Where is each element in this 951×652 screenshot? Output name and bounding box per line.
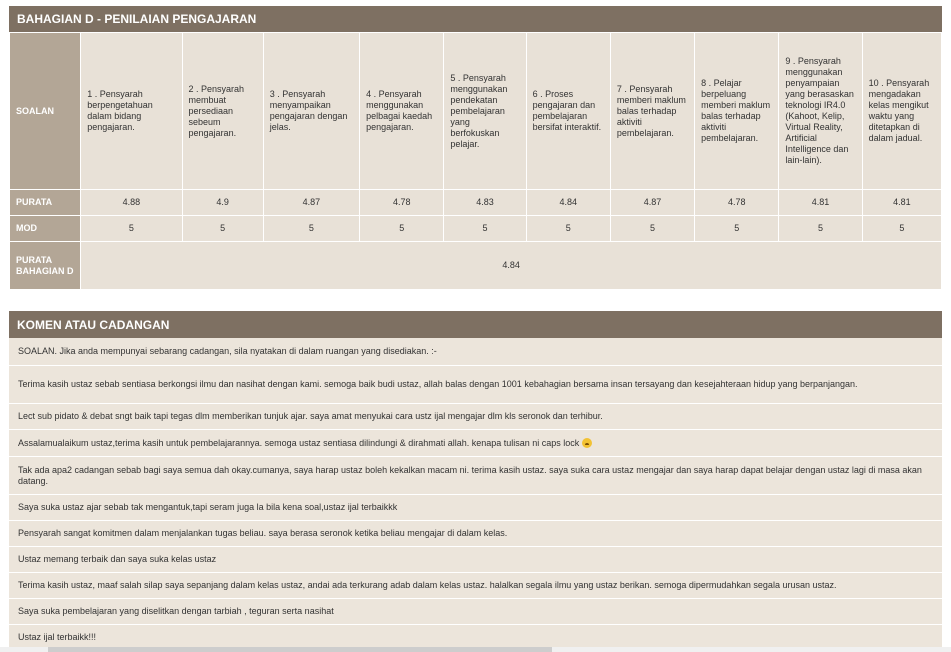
mod-value: 5 [81,216,182,242]
question-text: 2 . Pensyarah membuat persediaan sebeum pengajaran. [188,83,245,138]
mod-value: 5 [444,216,526,242]
comments-section-title-text: KOMEN ATAU CADANGAN [17,317,170,332]
purata-value: 4.9 [182,190,263,216]
comment-text: Tak ada apa2 cadangan sebab bagi saya semua dah okay.cumanya, saya harap ustaz boleh kekalkan macam ni. terima kasih ustaz. saya suka cara ustaz mengajar dan saya harap dapat belajar dengan ustaz lagi di masa akan datang. [18,464,922,486]
comment-item [9,338,942,366]
evaluation-table [9,32,942,290]
comment-text: Terima kasih ustaz sebab sentiasa berkongsi ilmu dan nasihat dengan kami. semoga baik budi ustaz, allah balas dengan 1001 kebahagian bersama insan tersayang dan kesejahteraan hidup yang berpanjangan. [18,379,858,389]
question-text: 5 . Pensyarah menggunakan pendekatan pembelajaran yang berfokuskan pelajar. [450,72,508,149]
comment-item [9,366,942,404]
mod-value: 5 [263,216,359,242]
question-text: 6 . Proses pengajaran dan pembelajaran bersifat interaktif. [532,89,602,132]
purata-bahagian-row [10,242,942,290]
question-text: 3 . Pensyarah menyampaikan pengajaran dengan jelas. [269,89,348,132]
mod-value: 5 [862,216,941,242]
question-cell [81,33,182,190]
question-cell [526,33,610,190]
comment-text: Terima kasih ustaz, maaf salah silap saya sepanjang dalam kelas ustaz, andai ada terkurang adab dalam kelas ustaz. halalkan segala ilmu yang ustaz berikan. semoga dipermudahkan segala urusan ustaz. [18,580,837,590]
section-d-title-text: BAHAGIAN D - PENILAIAN PENGAJARAN [17,12,257,26]
mod-value: 5 [695,216,779,242]
comment-text: Lect sub pidato & debat sngt baik tapi tegas dlm memberikan tunjuk ajar. saya amat menyukai cara ustz ijal mengajar dlm kls seronok dan terhibur. [18,411,603,421]
purata-row [10,190,942,216]
comment-text: Ustaz memang terbaik dan saya suka kelas ustaz [18,554,217,564]
question-text: 1 . Pensyarah berpengetahuan dalam bidang pengajaran. [87,89,153,132]
question-cell [444,33,526,190]
row-label-purata-bahagian: PURATA BAHAGIAN D [10,242,81,290]
question-cell [182,33,263,190]
purata-value: 4.78 [695,190,779,216]
mod-value: 5 [360,216,444,242]
row-label-soalan: SOALAN [10,33,81,190]
question-cell [263,33,359,190]
purata-value: 4.87 [263,190,359,216]
question-text: 7 . Pensyarah memberi maklum balas terhadap aktiviti pembelajaran. [616,83,686,138]
purata-value: 4.78 [360,190,444,216]
purata-value: 4.87 [610,190,694,216]
section-d-title [9,6,942,32]
purata-value: 4.83 [444,190,526,216]
question-cell [779,33,862,190]
question-text: 8 . Pelajar berpeluang memberi maklum balas terhadap aktiviti pembelajaran. [701,78,771,143]
comment-text: SOALAN. Jika anda mempunyai sebarang cadangan, sila nyatakan di dalam ruangan yang disediakan. :- [18,346,437,356]
purata-value: 4.84 [526,190,610,216]
row-label-purata: PURATA [10,190,81,216]
comment-text: Ustaz ijal terbaikk!!! [18,632,97,642]
purata-value: 4.88 [81,190,182,216]
comment-item [9,430,942,457]
question-text: 10 . Pensyarah mengadakan kelas mengikut waktu yang ditetapkan di dalam jadual. [868,78,930,143]
mod-value: 5 [610,216,694,242]
comments-list [9,338,942,651]
comments-section-title [9,311,942,338]
mod-value: 5 [779,216,862,242]
comment-item [9,457,942,495]
comment-text: Saya suka ustaz ajar sebab tak mengantuk,tapi seram juga la bila kena soal,ustaz ijal terbaikkk [18,502,398,512]
purata-bahagian-value: 4.84 [81,242,942,290]
comment-text: Saya suka pembelajaran yang diselitkan dengan tarbiah , teguran serta nasihat [18,606,334,616]
mod-value: 5 [182,216,263,242]
comment-item [9,547,942,573]
comment-item [9,521,942,547]
question-cell [360,33,444,190]
mod-value: 5 [526,216,610,242]
purata-value: 4.81 [779,190,862,216]
question-cell [695,33,779,190]
questions-row [10,33,942,190]
comment-item [9,573,942,599]
comment-item [9,495,942,521]
comment-item [9,599,942,625]
question-text: 9 . Pensyarah menggunakan penyampaian yang berasaskan teknologi IR4.0 (Kahoot, Kelip, Virtual Reality, Artificial Intelligence dan lain-lain). [785,56,854,165]
row-label-mod: MOD [10,216,81,242]
question-cell [610,33,694,190]
mod-row [10,216,942,242]
comment-text: Pensyarah sangat komitmen dalam menjalankan tugas beliau. saya berasa seronok ketika beliau mengajar di dalam kelas. [18,528,508,538]
question-cell [862,33,941,190]
horizontal-scrollbar[interactable] [0,647,951,652]
comment-item [9,404,942,430]
crying-face-icon [582,438,592,448]
purata-value: 4.81 [862,190,941,216]
scrollbar-thumb[interactable] [48,647,552,652]
comment-text: Assalamualaikum ustaz,terima kasih untuk pembelajarannya. semoga ustaz sentiasa dilindungi & dirahmati allah. kenapa tulisan ni caps lock [18,437,580,448]
question-text: 4 . Pensyarah menggunakan pelbagai kaedah pengajaran. [366,89,433,132]
